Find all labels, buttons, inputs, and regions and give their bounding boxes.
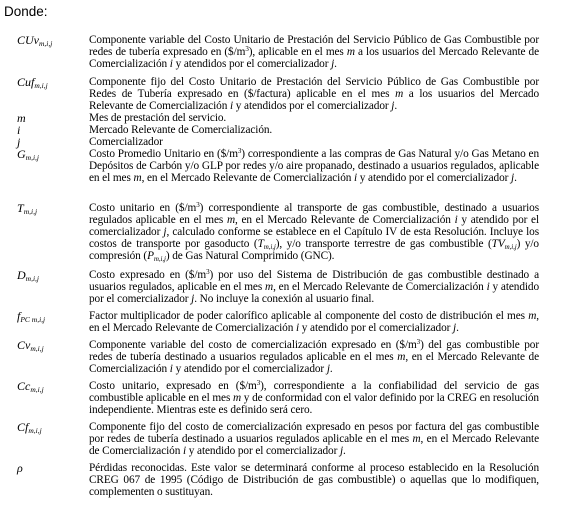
definition-row [0,203,579,270]
definition-row [0,270,579,311]
definition-row [0,463,579,503]
definition-description: Costo expresado en $(\$/m^3)$ por uso del Sistema de Distribución de gas combustible destinado a usuarios regulados, aplicable en el mes m, en el Mercado Relevante de Comercialización i y atendido por el comercializador j. No incluye la conexión al usuario final. [89,268,539,305]
definition-symbol: i [17,123,21,137]
definition-description: Mercado Relevante de Comercialización. [89,124,273,136]
definition-description: Pérdidas reconocidas. Este valor se determinará conforme al proceso establecido en la Resolución CREG 067 de 1995 (Código de Distribución de gas combustible) o aquellas que lo modifiquen, complementen o sustituyan. [89,462,539,498]
definition-symbol: $f_{PC m,i,j}$ [17,309,46,324]
definition-description: Comercializador [89,136,163,148]
definition-row [0,381,579,422]
definition-description: Mes de prestación del servicio. [89,112,227,124]
definition-description: Costo Promedio Unitario en $(\$/m^3)$ correspondiente a las compras de Gas Natural y/o Gas Metano en Depósitos de Carbón y/o GLP por redes y/o aire propanado, destinado a usuarios regulados, aplicable en el mes m, en el Mercado Relevante de Comercialización i y atendido por el comercializador j. [89,147,540,184]
definition-row [0,311,579,340]
definition-row [0,125,579,137]
heading: Donde: [4,4,48,19]
definition-symbol: CUv$_{m,i,j}$ [17,33,53,48]
definition-symbol: $G_{m,i,j}$ [17,147,40,162]
definition-row [0,340,579,381]
definition-row [0,113,579,125]
definition-description: Costo unitario, expresado en $(\$/m^3)$, correspondiente a la confiabilidad del servicio de gas combustible aplicable en el mes m y de conformidad con el valor definido por la CREG en resolución independiente. Mientras este es definido será cero. [89,379,539,416]
definition-symbol: $Cf_{m,i,j}$ [17,420,42,435]
definition-description: Componente fijo del Costo Unitario de Prestación del Servicio Público de Gas Combustible por Redes de Tubería expresado en ($/factura) aplicable en el mes m a los usuarios del Mercado Relevante de Comercialización i y atendidos por el comercializador j. [89,76,539,112]
definition-description: Componente fijo del costo de comercialización expresado en pesos por factura del gas combustible por redes de tubería destinado a usuarios regulados aplicable en el mes m, en el Mercado Relevante de Comercialización i y atendido por el comercializador j. [89,421,540,457]
definition-description: Factor multiplicador de poder calorífico aplicable al componente del costo de distribución el mes m, en el Mercado Relevante de Comercialización i y atendido por el comercializador j. [89,310,539,334]
definition-symbol: ρ [17,461,23,475]
definition-description: Componente variable del Costo Unitario de Prestación del Servicio Público de Gas Combustible por redes de tubería expresado en $(\$/m^3)$, aplicable en el mes m a los usuarios del Mercado Relevante de Comercialización i y atendidos por el comercializador j. [89,34,539,70]
definitions-list [0,35,579,503]
definition-row [0,149,579,203]
definition-row [0,422,579,463]
definition-symbol: j [17,135,21,149]
definition-row [0,77,579,113]
definition-symbol: m [17,111,26,125]
definition-row [0,35,579,77]
definition-symbol: $Cc_{m,i,j}$ [17,379,44,394]
definition-symbol: $D_{m,i,j}$ [17,268,40,283]
definition-description: Componente variable del costo de comercialización expresado en $(\$/m^3)$ del gas combustible por redes de tubería destinado a usuarios regulados aplicable en el mes m, en el Mercado Relevante de Comercialización i y atendido por el comercializador j. [89,338,539,375]
definition-symbol: $T_{m,i,j}$ [17,201,38,216]
definition-symbol: $Cv_{m,i,j}$ [17,338,44,353]
definition-description: Costo unitario en $(\$/m^3)$ correspondiente al transporte de gas combustible, destinado a usuarios regulados aplicable en el mes m, en el Mercado Relevante de Comercialización i y atendido por el comercializador j, calculado conforme se establece en el Capítulo IV de esta Resolución. Incluye los costos de transporte por gasoducto $(T_{m,i,j})$, y/o transporte terrestre de gas combustible $(TV_{m,i,j})$ y/o compresión $(P_{m,i,j})$ de Gas Natural Comprimido (GNC). [89,201,539,263]
definition-symbol: Cuf$_{m,i,j}$ [17,75,48,90]
